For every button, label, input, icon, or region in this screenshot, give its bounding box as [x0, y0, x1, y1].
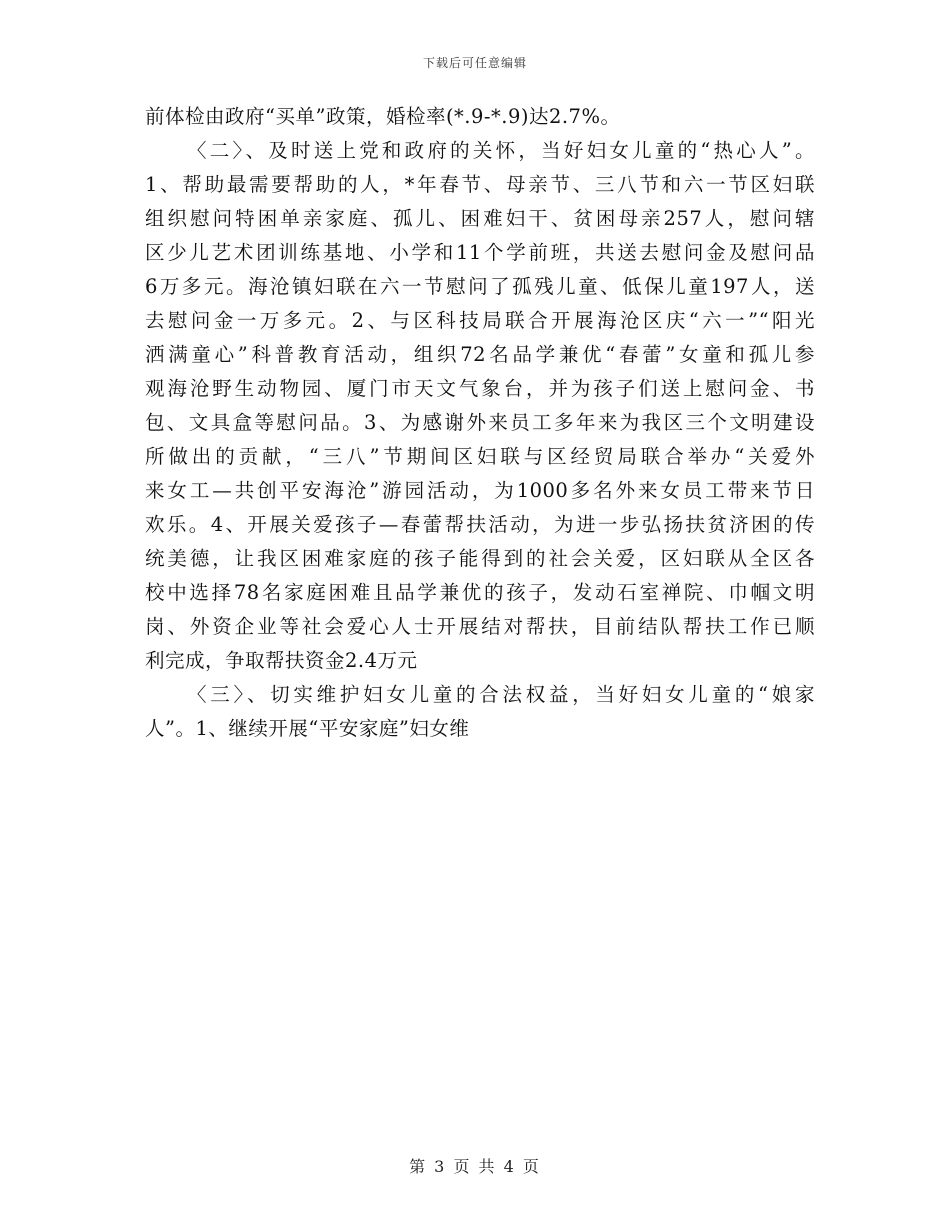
text-line: 区少儿艺术团训练基地、小学和11个学前班，共送去慰问金及慰问品 — [145, 241, 815, 264]
text-line: 洒满童心”科普教育活动，组织72名品学兼优“春蕾”女童和孤儿参 — [145, 343, 815, 366]
text-line: 1、帮助最需要帮助的人，*年春节、母亲节、三八节和六一节区妇联 — [145, 173, 815, 196]
page-header: 下载后可任意编辑 — [422, 56, 527, 70]
text-line: 6万多元。海沧镇妇联在六一节慰问了孤残儿童、低保儿童197人，送 — [145, 275, 815, 298]
text-line: 去慰问金一万多元。2、与区科技局联合开展海沧区庆“六一”“阳光 — [145, 309, 815, 332]
text-line: 校中选择78名家庭困难且品学兼优的孩子，发动石室禅院、巾帼文明 — [145, 581, 815, 604]
text-line: 包、文具盒等慰问品。3、为感谢外来员工多年来为我区三个文明建设 — [145, 411, 815, 434]
text-line: 组织慰问特困单亲家庭、孤儿、困难妇干、贫困母亲257人，慰问辖 — [145, 207, 815, 230]
text-line: 人”。1、继续开展“平安家庭”妇女维 — [145, 717, 470, 740]
text-line: 岗、外资企业等社会爱心人士开展结对帮扶，目前结队帮扶工作已顺 — [145, 615, 815, 638]
text-line: 利完成，争取帮扶资金2.4万元 — [145, 649, 418, 672]
text-line: 所做出的贡献，“三八”节期间区妇联与区经贸局联合举办“关爱外 — [145, 445, 815, 468]
section-heading-2: 〈二〉、及时送上党和政府的关怀，当好妇女儿童的“热心人”。 — [187, 139, 815, 162]
text-line: 欢乐。4、开展关爱孩子—春蕾帮扶活动，为进一步弘扬扶贫济困的传 — [145, 513, 815, 536]
text-line: 来女工—共创平安海沧”游园活动，为1000多名外来女员工带来节日 — [145, 479, 815, 502]
page-number: 第 3 页 共 4 页 — [409, 1157, 541, 1176]
document-body — [145, 100, 815, 746]
text-line: 前体检由政府“买单”政策，婚检率(*.9-*.9)达2.7%。 — [145, 105, 621, 128]
text-line: 统美德，让我区困难家庭的孩子能得到的社会关爱，区妇联从全区各 — [145, 547, 815, 570]
text-line: 观海沧野生动物园、厦门市天文气象台，并为孩子们送上慰问金、书 — [145, 377, 815, 400]
section-heading-3: 〈三〉、切实维护妇女儿童的合法权益，当好妇女儿童的“娘家 — [187, 683, 815, 706]
